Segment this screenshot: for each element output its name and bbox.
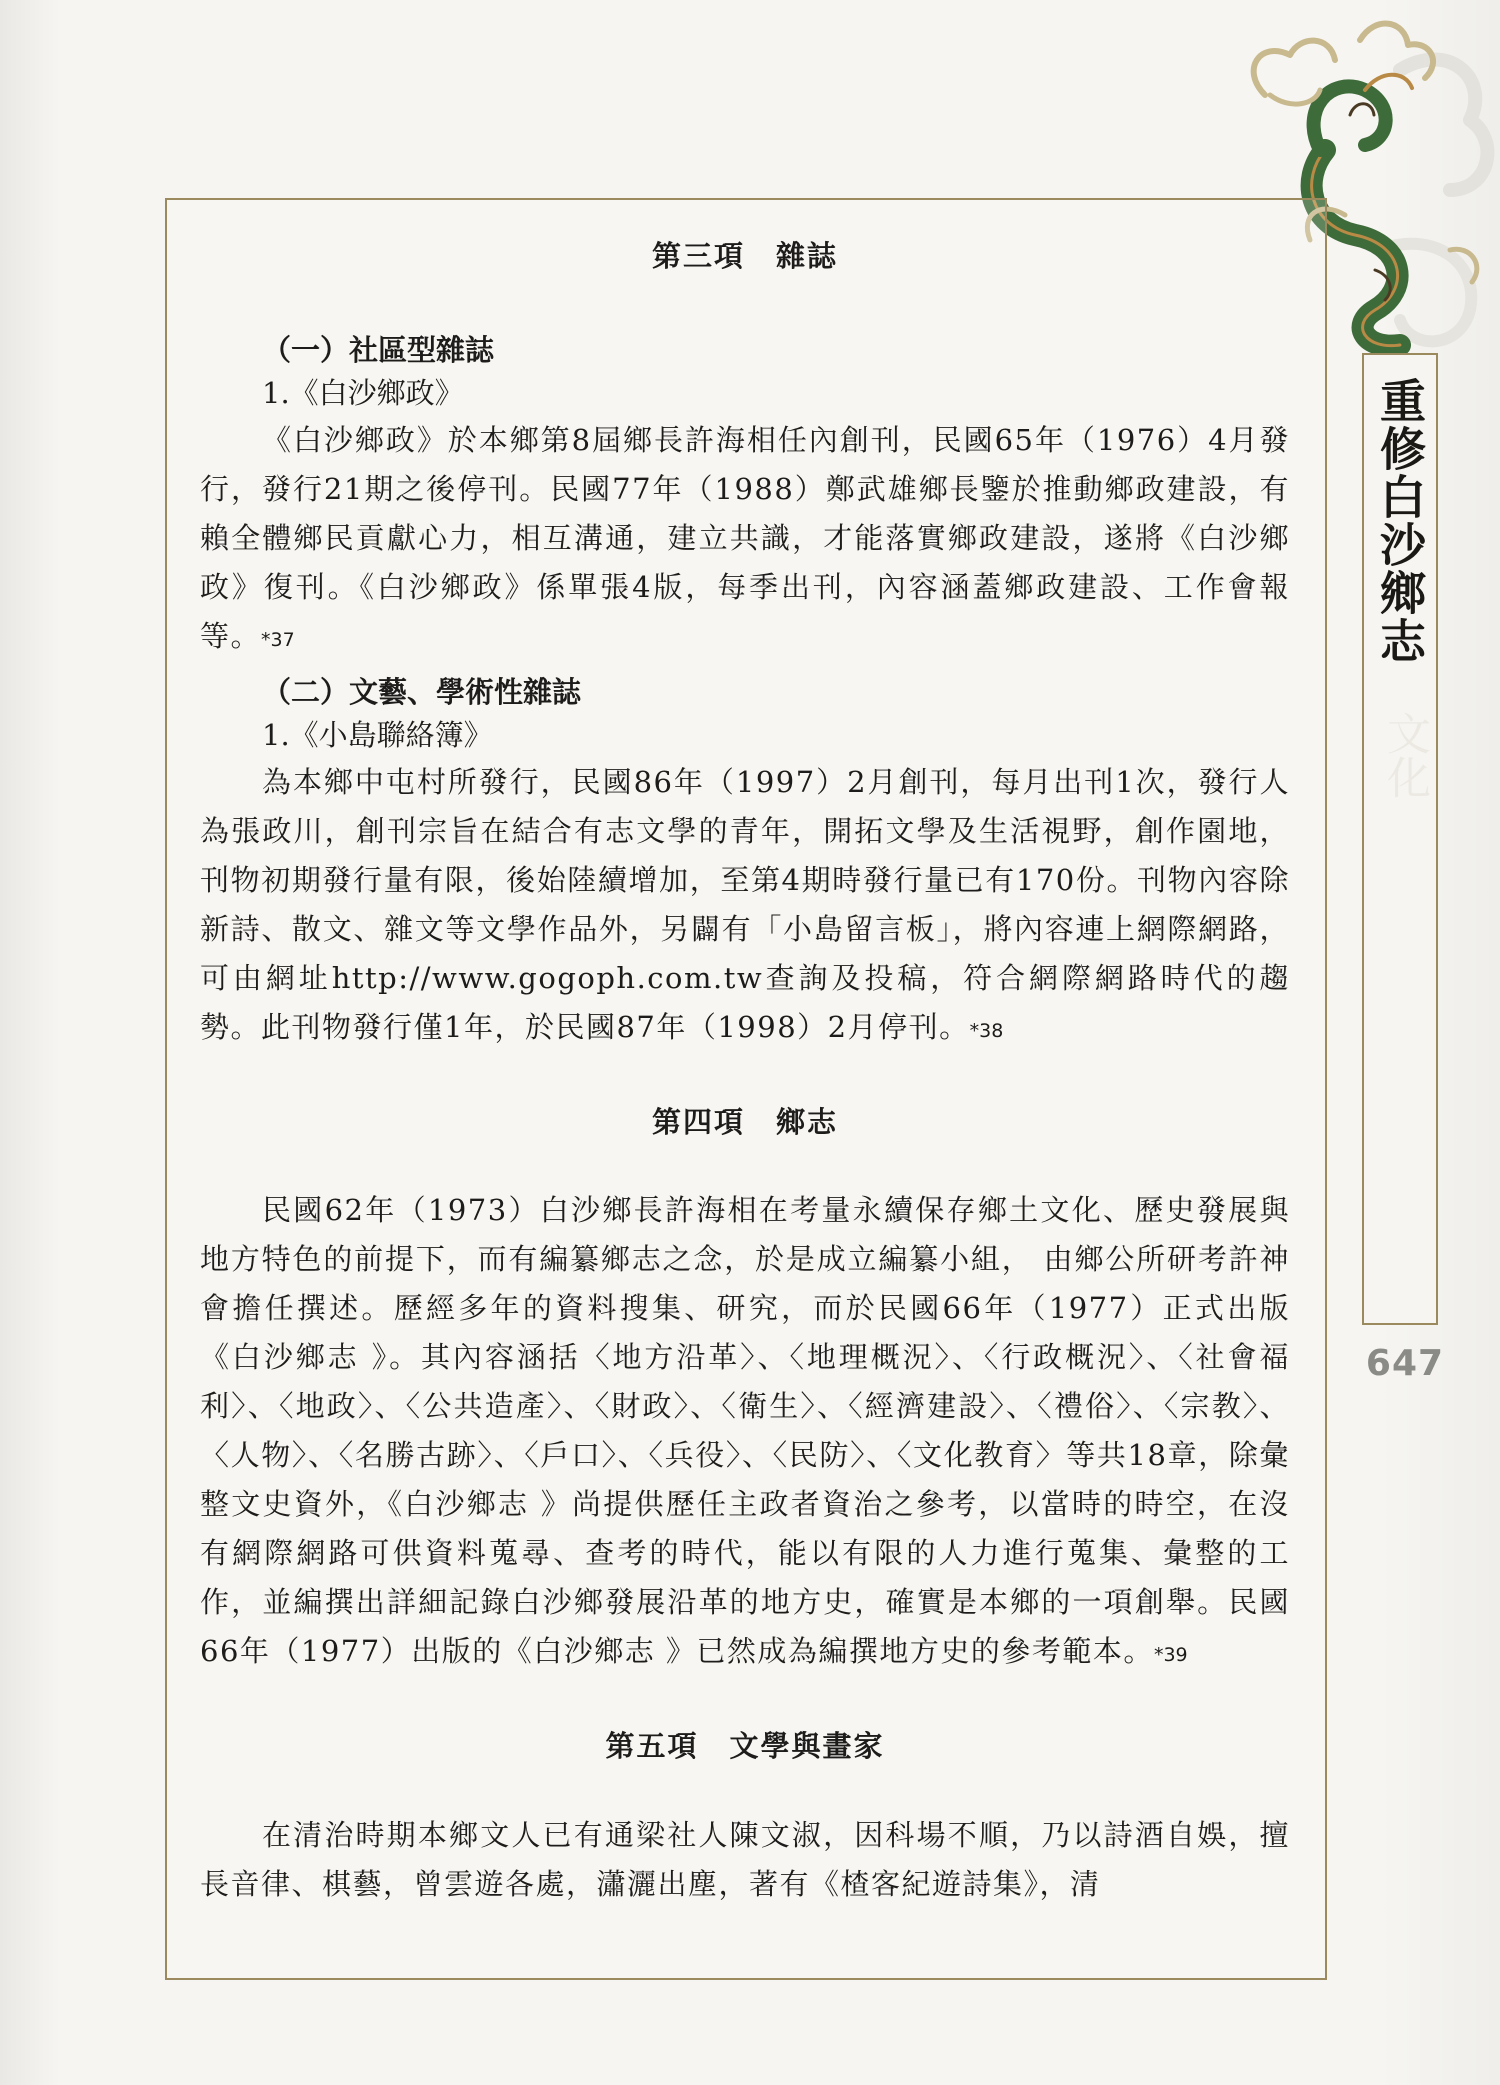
paragraph-text: 民國62年（1973）白沙鄉長許海相在考量永續保存鄉土文化、歷史發展與地方特色的前提下，而有編纂鄉志之念，於是成立編纂小組， 由鄉公所研考許神會擔任撰述。歷經多年的資料搜集、研究，而於民國66年（1977）正式出版《白沙鄉志 》。其內容涵括〈地方沿革〉、〈地理概況〉、〈行政概況〉、〈社會福利〉、〈地政〉、〈公共造產〉、〈財政〉、〈衛生〉、〈經濟建設〉、〈禮俗〉、〈宗教〉、〈人物〉、〈名勝古跡〉、〈戶口〉、〈兵役〉、〈民防〉、〈文化教育〉等共18章，除彙整文史資外，《白沙鄉志 》尚提供歷任主政者資治之參考，以當時的時空，在沒有網際網路可供資料蒐尋、查考的時代，能以有限的人力進行蒐集、彙整的工作，並編撰出詳細記錄白沙鄉發展沿革的地方史，確實是本鄉的一項創舉。民國66年（1977）出版的《白沙鄉志 》已然成為編撰地方史的參考範本。 [200, 1193, 1290, 1669]
item-title-baisha-politics: 1.《白沙鄉政》 [262, 376, 464, 411]
main-content [200, 236, 1290, 1909]
section-title-township-gazetteer: 第四項 鄉志 [651, 1104, 838, 1139]
paragraph-township-gazetteer [200, 1186, 1290, 1680]
subsection-title-community: （一）社區型雜誌 [262, 332, 495, 367]
item-title-island-notebook: 1.《小島聯絡簿》 [262, 718, 493, 753]
side-title-frame [1362, 353, 1438, 1325]
book-title: 重修白沙鄉志 [1373, 377, 1427, 665]
paragraph-literature-painters: 在清治時期本鄉文人已有通梁社人陳文淑，因科場不順，乃以詩酒自娛，擅長音律、棋藝，曾雲遊各處，瀟灑出塵，著有《楂客紀遊詩集》，清 [200, 1817, 1290, 1901]
footnote-ref: *39 [1153, 1644, 1188, 1667]
paragraph-baisha-politics [200, 416, 1290, 665]
footnote-ref: *38 [969, 1019, 1004, 1042]
section-title-literature-painters: 第五項 文學與畫家 [605, 1729, 885, 1764]
footnote-ref: *37 [261, 628, 295, 651]
paragraph-text: 為本鄉中屯村所發行，民國86年（1997）2月創刊，每月出刊1次，發行人為張政川，創刊宗旨在結合有志文學的青年，開拓文學及生活視野，創作園地， 刊物初期發行量有限，後始陸續增加，至第4期時發行量已有170份。刊物內容除新詩、散文、雜文等文學作品外，另闢有「小島留言板」，將內容連上網際網路，可由網址http://www.gogoph.com.tw查詢及投稿，符合網際網路時代的趨勢。此刊物發行僅1年，於民國87年（1998）2月停刊。 [200, 764, 1290, 1044]
chapter-watermark: 文化 [1379, 711, 1430, 799]
page-number: 647 [1365, 1343, 1445, 1384]
paragraph-island-notebook [200, 758, 1290, 1056]
paragraph-text: 《白沙鄉政》於本鄉第8屆鄉長許海相任內創刊，民國65年（1976）4月發行，發行21期之後停刊。民國77年（1988）鄭武雄鄉長鑒於推動鄉政建設，有賴全體鄉民貢獻心力，相互溝通，建立共識，才能落實鄉政建設，遂將《白沙鄉政》復刊。《白沙鄉政》係單張4版，每季出刊，內容涵蓋鄉政建設、工作會報等。 [200, 422, 1290, 653]
section-title-magazines: 第三項 雜誌 [651, 239, 838, 273]
subsection-title-literary: （二）文藝、學術性雜誌 [262, 674, 582, 709]
